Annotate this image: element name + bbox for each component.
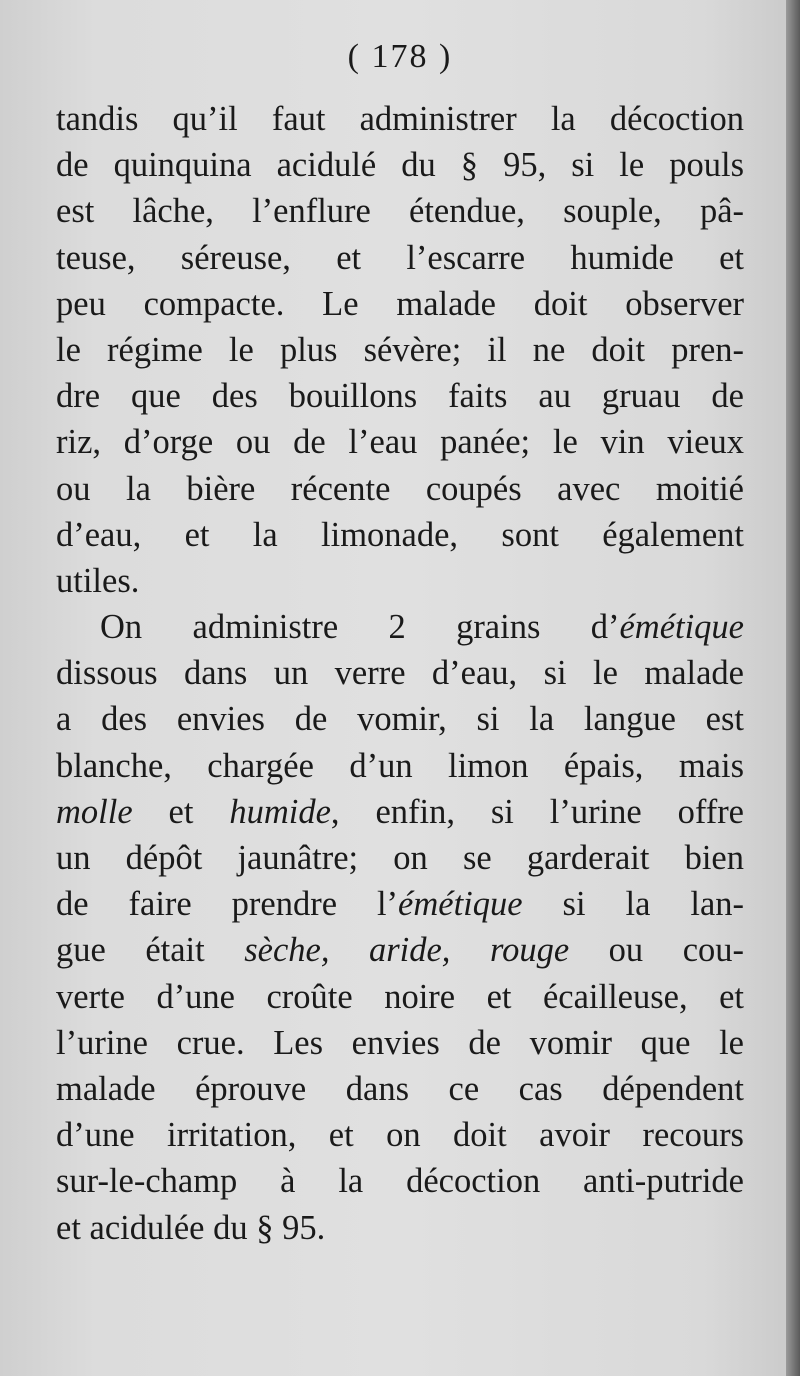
text-line	[56, 96, 744, 142]
text-line	[56, 881, 744, 927]
text-segment: et acidulée du § 95.	[56, 1208, 326, 1247]
page-number: ( 178 )	[347, 38, 453, 75]
text-line	[56, 743, 744, 789]
italic-text: émétique	[619, 608, 744, 647]
text-segment: On administre 2 grains d’	[100, 608, 620, 647]
body-text	[56, 96, 744, 1251]
text-segment: dissous dans un verre d’eau, si le malade	[56, 654, 744, 693]
text-segment: d’une irritation, et on doit avoir recours	[56, 1116, 744, 1155]
text-segment: a des envies de vomir, si la langue est	[56, 700, 744, 739]
text-line	[56, 974, 744, 1020]
text-segment: si la lan-	[522, 885, 744, 924]
italic-text: émétique	[398, 885, 523, 924]
text-line	[56, 835, 744, 881]
text-segment: et	[132, 792, 230, 831]
text-segment: verte d’une croûte noire et écailleuse, et	[56, 977, 744, 1016]
text-line	[56, 604, 744, 650]
text-line	[56, 235, 744, 281]
text-segment: un dépôt jaunâtre; on se garderait bien	[56, 839, 744, 877]
text-line	[56, 1066, 744, 1112]
text-line	[56, 927, 744, 973]
text-line	[56, 1158, 744, 1204]
text-segment: , enfin, si l’urine offre	[330, 792, 744, 831]
text-segment: dre que des bouillons faits au gruau de	[56, 377, 744, 416]
text-line	[56, 466, 744, 512]
text-segment: est lâche, l’enflure étendue, souple, pâ-	[56, 192, 744, 231]
text-segment: de faire prendre l’	[56, 885, 399, 924]
text-line	[56, 1020, 744, 1066]
text-line	[56, 373, 744, 419]
text-line	[56, 789, 744, 835]
text-segment: teuse, séreuse, et l’escarre humide et	[56, 238, 744, 277]
text-segment: tandis qu’il faut administrer la décoction	[56, 100, 744, 138]
text-segment: utiles.	[56, 561, 140, 600]
text-segment: de quinquina acidulé du § 95, si le pouls	[56, 146, 744, 185]
text-line	[56, 650, 744, 696]
text-line	[56, 188, 744, 234]
page-edge-shadow	[786, 0, 800, 1376]
text-line	[56, 327, 744, 373]
text-segment: malade éprouve dans ce cas dépendent	[56, 1069, 744, 1108]
text-line	[56, 1205, 744, 1251]
text-segment: peu compacte. Le malade doit observer	[56, 284, 744, 323]
text-segment: gue était	[56, 931, 245, 970]
text-segment: l’urine crue. Les envies de vomir que le	[56, 1023, 744, 1062]
paragraph	[56, 96, 744, 604]
text-line	[56, 558, 744, 604]
text-line	[56, 419, 744, 465]
text-line	[56, 142, 744, 188]
text-segment: blanche, chargée d’un limon épais, mais	[56, 746, 744, 785]
paragraph	[56, 604, 744, 1251]
text-segment: riz, d’orge ou de l’eau panée; le vin vieux	[56, 423, 744, 462]
text-segment: sur-le-champ à la décoction anti-putride	[56, 1162, 744, 1201]
italic-text: sèche, aride, rouge	[244, 931, 570, 970]
text-line	[56, 281, 744, 327]
text-segment: ou la bière récente coupés avec moitié	[56, 469, 744, 508]
text-segment: ou cou-	[569, 931, 744, 970]
italic-text: molle	[56, 792, 133, 831]
text-segment: d’eau, et la limonade, sont également	[56, 515, 744, 554]
text-line	[56, 1112, 744, 1158]
text-line	[56, 512, 744, 558]
text-line	[56, 696, 744, 742]
italic-text: humide	[229, 792, 331, 831]
text-segment: le régime le plus sévère; il ne doit pren-	[56, 330, 744, 369]
